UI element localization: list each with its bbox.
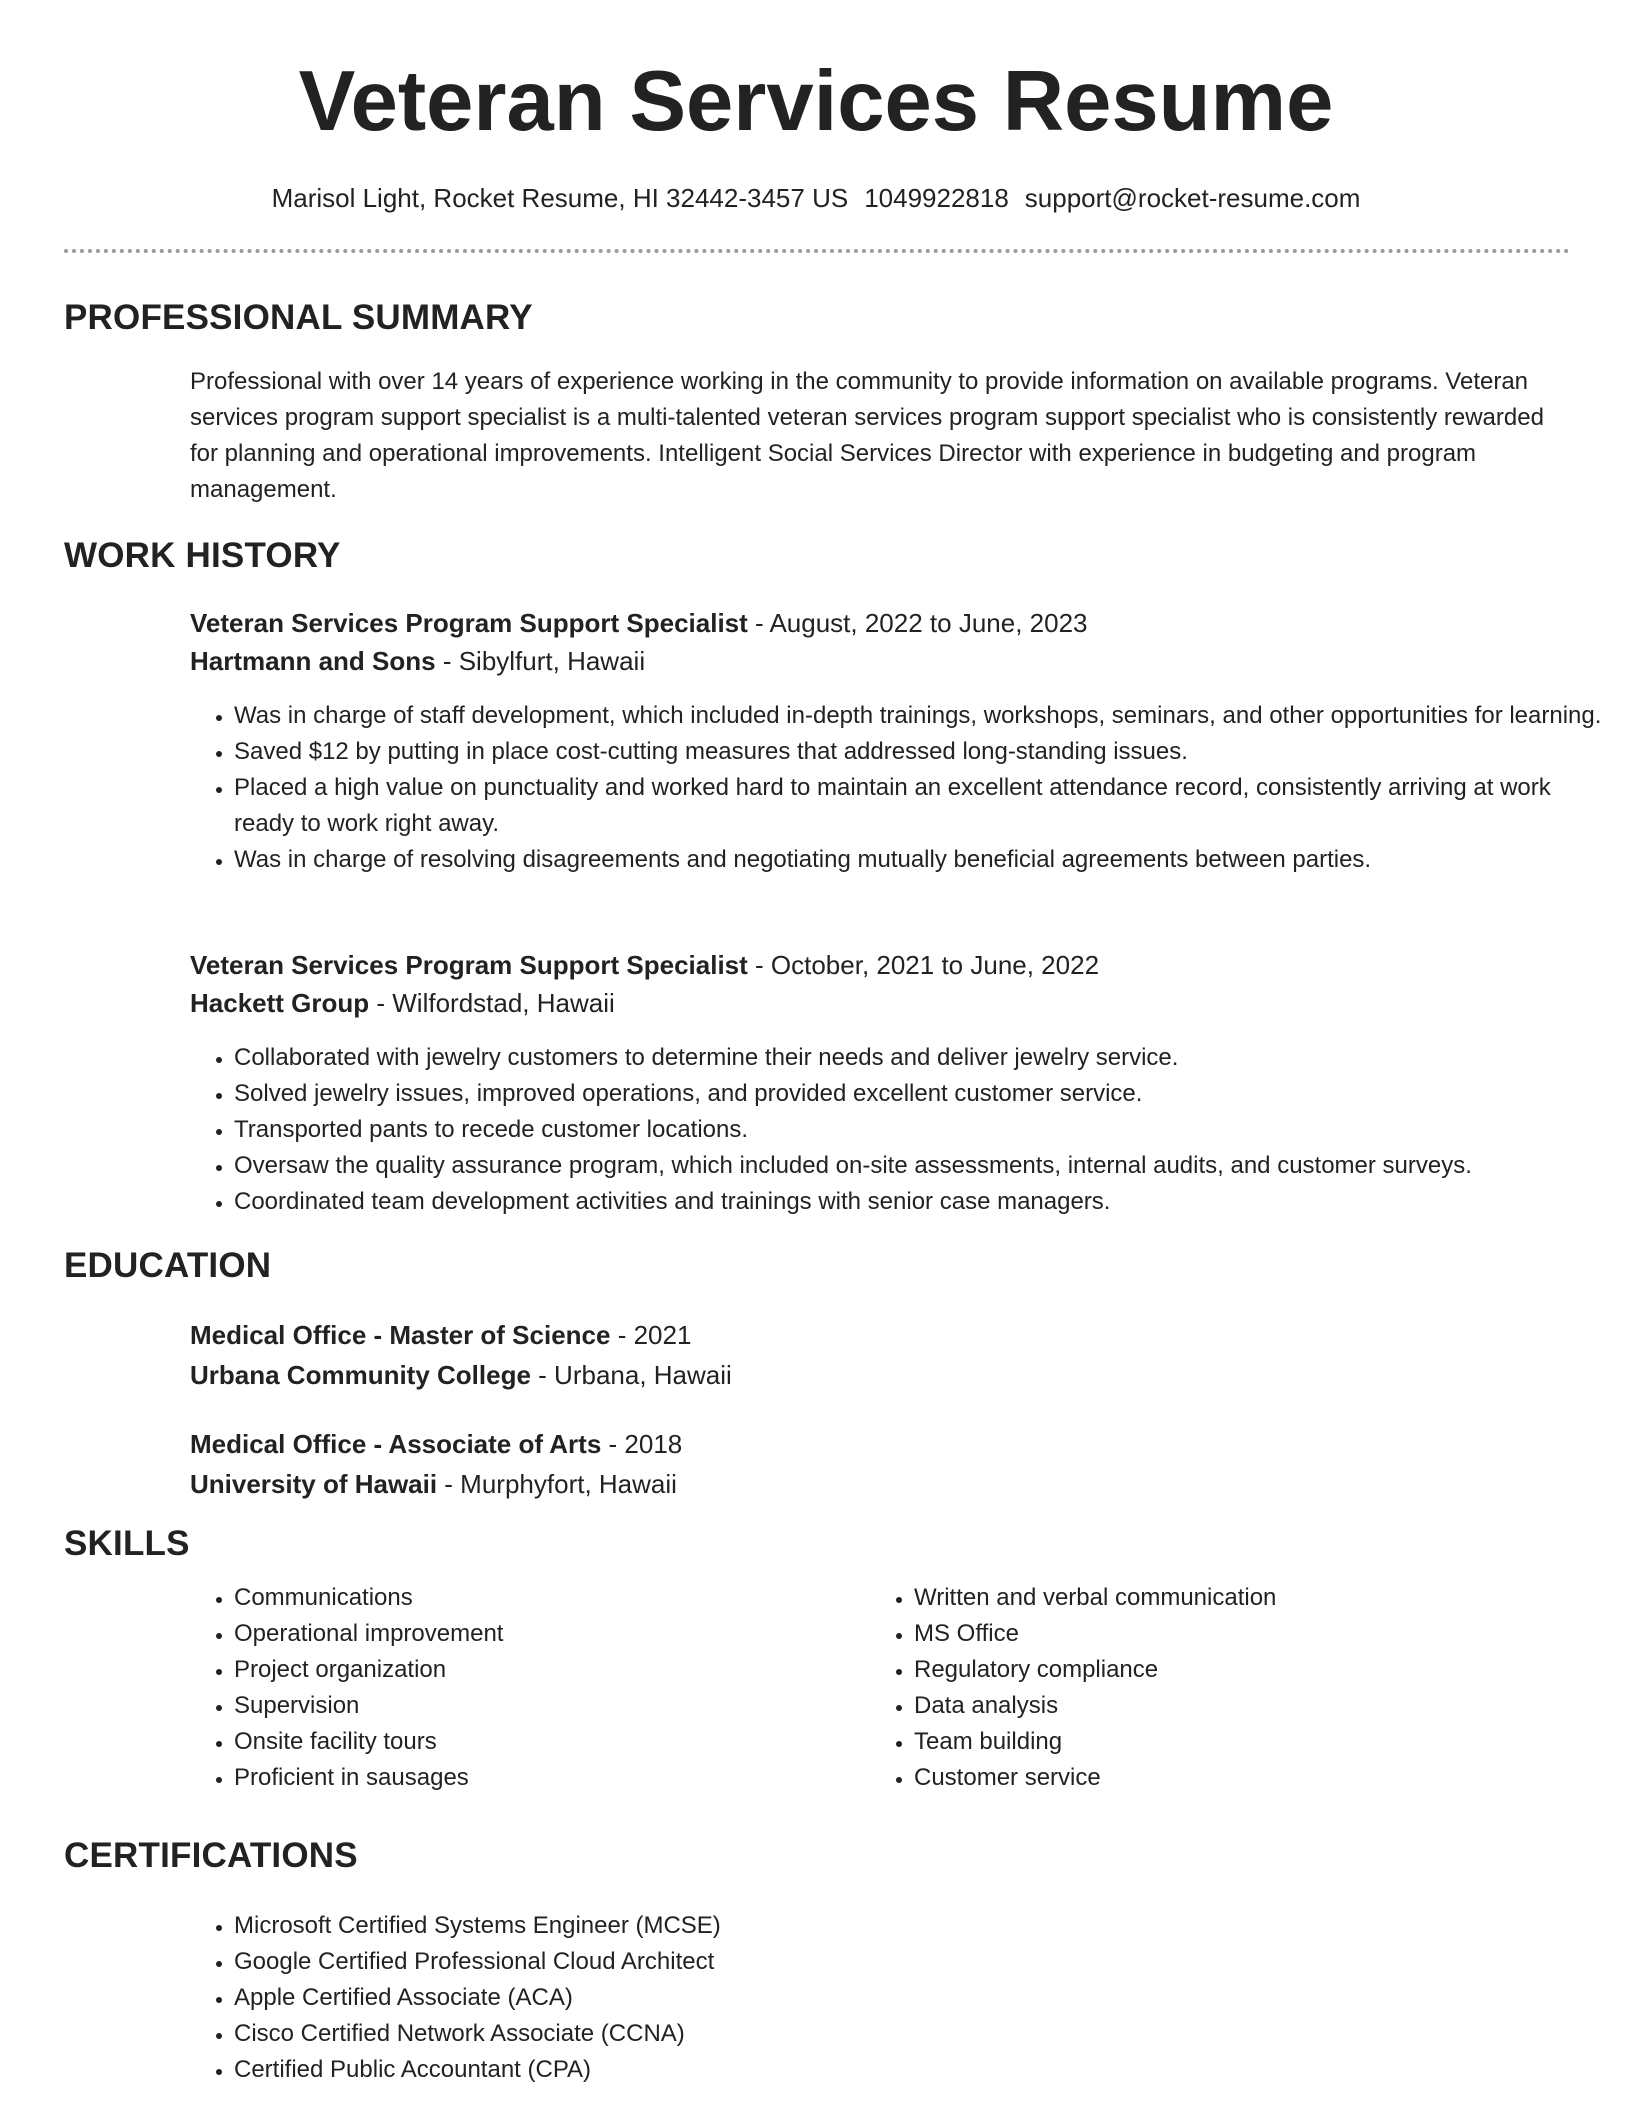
contact-phone: 1049922818	[864, 183, 1009, 213]
list-item: • Solved jewelry issues, improved operations, and provided excellent customer service.	[234, 1076, 1614, 1112]
list-item: • Written and verbal communication	[914, 1580, 1632, 1616]
job-1-company-line	[190, 642, 1570, 680]
education-2-location: - Murphyfort, Hawaii	[437, 1469, 677, 1499]
list-item: • Google Certified Professional Cloud Architect	[234, 1944, 1614, 1980]
education-heading: EDUCATION	[64, 1246, 272, 1285]
certifications-list	[190, 1908, 1614, 2088]
job-2-company-line	[190, 984, 1570, 1022]
summary-heading: PROFESSIONAL SUMMARY	[64, 298, 533, 337]
list-item: • Was in charge of resolving disagreements and negotiating mutually beneficial agreements between parties.	[234, 842, 1614, 878]
list-item: • Team building	[914, 1724, 1632, 1760]
certifications-heading: CERTIFICATIONS	[64, 1836, 358, 1875]
list-item: • Transported pants to recede customer locations.	[234, 1112, 1614, 1148]
education-2-school-line	[190, 1465, 1570, 1503]
list-item: • Communications	[234, 1580, 1614, 1616]
list-item: • Certified Public Accountant (CPA)	[234, 2052, 1614, 2088]
job-2-dates: - October, 2021 to June, 2022	[747, 950, 1100, 980]
list-item: • Proficient in sausages	[234, 1760, 1614, 1796]
list-item: • Data analysis	[914, 1688, 1632, 1724]
job-1-location: - Sibylfurt, Hawaii	[435, 646, 646, 676]
job-2-title: Veteran Services Program Support Specialist	[190, 950, 748, 980]
education-1-location: - Urbana, Hawaii	[530, 1360, 732, 1390]
education-2-degree: Medical Office - Associate of Arts	[190, 1429, 602, 1459]
header-divider	[64, 249, 1570, 253]
list-item: • Cisco Certified Network Associate (CCNA)	[234, 2016, 1614, 2052]
education-1-year: - 2021	[610, 1320, 692, 1350]
education-2-degree-line	[190, 1425, 1570, 1463]
job-1-title: Veteran Services Program Support Specialist	[190, 608, 748, 638]
job-2-location: - Wilfordstad, Hawaii	[369, 988, 615, 1018]
list-item: • Customer service	[914, 1760, 1632, 1796]
job-1-title-line	[190, 604, 1570, 642]
list-item: • Onsite facility tours	[234, 1724, 1614, 1760]
education-2-school: University of Hawaii	[190, 1469, 438, 1499]
education-1-school: Urbana Community College	[190, 1360, 531, 1390]
education-1-degree: Medical Office - Master of Science	[190, 1320, 611, 1350]
job-1-dates: - August, 2022 to June, 2023	[747, 608, 1088, 638]
list-item: • Project organization	[234, 1652, 1614, 1688]
work-history-heading: WORK HISTORY	[64, 536, 341, 575]
job-1-company: Hartmann and Sons	[190, 646, 436, 676]
list-item: • Supervision	[234, 1688, 1614, 1724]
list-item: • Apple Certified Associate (ACA)	[234, 1980, 1614, 2016]
job-2-title-line	[190, 946, 1570, 984]
skills-heading: SKILLS	[64, 1524, 190, 1563]
list-item: • Operational improvement	[234, 1616, 1614, 1652]
skills-list-right	[870, 1580, 1632, 1796]
job-2-company: Hackett Group	[190, 988, 370, 1018]
education-2-year: - 2018	[601, 1429, 683, 1459]
resume-title: Veteran Services Resume	[298, 54, 1334, 149]
list-item: • MS Office	[914, 1616, 1632, 1652]
list-item: • Microsoft Certified Systems Engineer (MCSE)	[234, 1908, 1614, 1944]
education-1-school-line	[190, 1356, 1570, 1394]
summary-text: Professional with over 14 years of experience working in the community to provide information on available programs. Veteran services program support specialist is a multi-talented veteran services program support specialist who is consistently rewarded for planning and operational improvements. Intelligent Social Services Director with experience in budgeting and program management.	[190, 368, 1544, 503]
contact-email[interactable]: support@rocket-resume.com	[1024, 183, 1361, 213]
list-item: • Oversaw the quality assurance program, which included on-site assessments, internal audits, and customer surveys.	[234, 1148, 1614, 1184]
job-2-bullets	[190, 1040, 1614, 1220]
list-item: • Regulatory compliance	[914, 1652, 1632, 1688]
list-item: • Collaborated with jewelry customers to determine their needs and deliver jewelry service.	[234, 1040, 1614, 1076]
list-item: • Was in charge of staff development, which included in-depth trainings, workshops, seminars, and other opportunities for learning.	[234, 698, 1614, 734]
list-item: • Coordinated team development activities and trainings with senior case managers.	[234, 1184, 1614, 1220]
job-1-bullets	[190, 698, 1614, 878]
list-item: • Placed a high value on punctuality and worked hard to maintain an excellent attendance record, consistently arriving at work ready to work right away.	[234, 770, 1614, 842]
contact-address: Marisol Light, Rocket Resume, HI 32442-3457 US	[271, 183, 849, 213]
list-item: • Saved $12 by putting in place cost-cutting measures that addressed long-standing issues.	[234, 734, 1614, 770]
education-1-degree-line	[190, 1316, 1570, 1354]
contact-info	[0, 180, 1632, 216]
